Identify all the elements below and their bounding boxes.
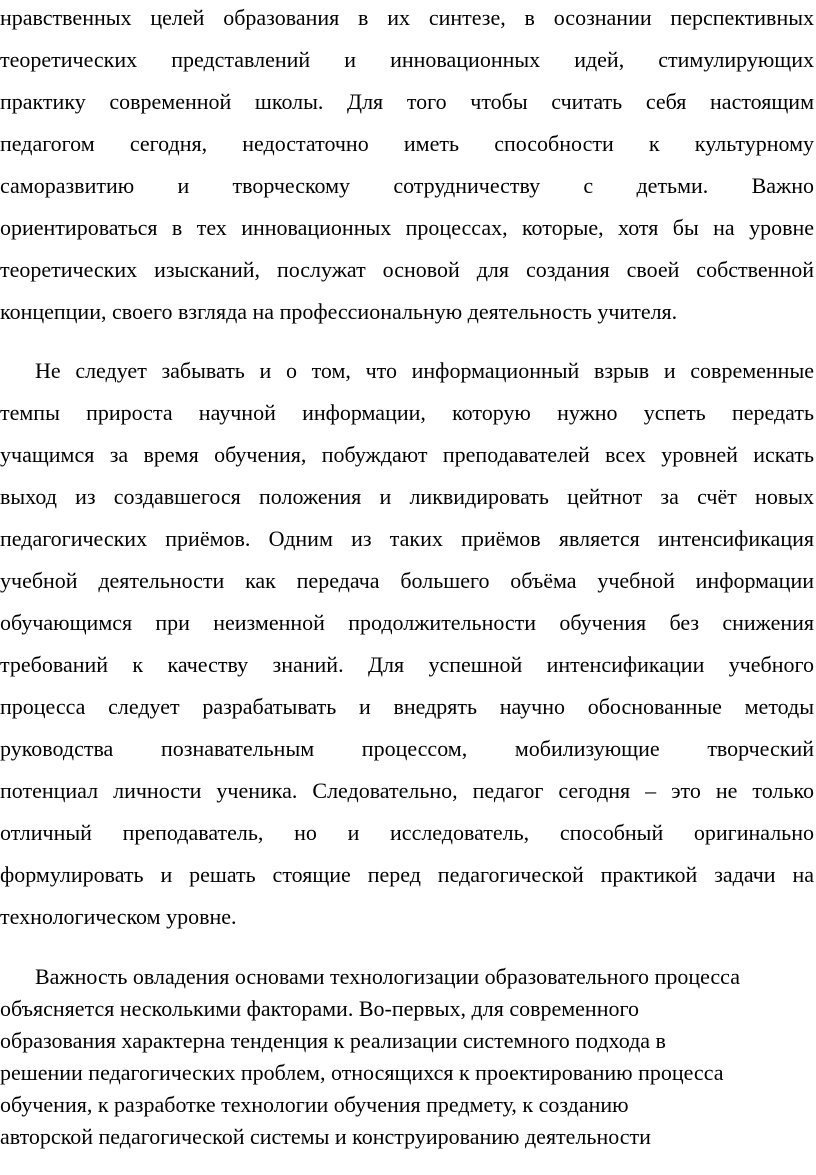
text-line: концепции, своего взгляда на профессиональную деятельность учителя. xyxy=(0,299,678,324)
text-line: отличный преподаватель, но и исследователь, способный оригинально xyxy=(0,820,814,845)
text-line: Важность овладения основами технологизации образовательного процесса xyxy=(35,964,740,989)
text-line: решении педагогических проблем, относящихся к проектированию процесса xyxy=(0,1060,724,1085)
text-line: ориентироваться в тех инновационных процессах, которые, хотя бы на уровне xyxy=(0,215,814,240)
text-line: требований к качеству знаний. Для успешной интенсификации учебного xyxy=(0,652,814,677)
text-line: саморазвитию и творческому сотрудничеству с детьми. Важно xyxy=(0,173,814,198)
text-line: практику современной школы. Для того чтобы считать себя настоящим xyxy=(0,89,814,114)
text-line: технологическом уровне. xyxy=(0,904,237,929)
text-line: выход из создавшегося положения и ликвидировать цейтнот за счёт новых xyxy=(0,484,814,509)
text-line: обучающимся при неизменной продолжительности обучения без снижения xyxy=(0,610,814,635)
text-line: учебной деятельности как передача большего объёма учебной информации xyxy=(0,568,814,593)
text-line: процесса следует разрабатывать и внедрять научно обоснованные методы xyxy=(0,694,814,719)
text-line: темпы прироста научной информации, которую нужно успеть передать xyxy=(0,400,814,425)
text-line: руководства познавательным процессом, мобилизующие творческий xyxy=(0,736,814,761)
text-line: образования характерна тенденция к реализации системного подхода в xyxy=(0,1028,666,1053)
text-line: теоретических представлений и инновационных идей, стимулирующих xyxy=(0,47,814,72)
text-line: педагогических приёмов. Одним из таких приёмов является интенсификация xyxy=(0,526,814,551)
text-line: потенциал личности ученика. Следовательно, педагог сегодня – это не только xyxy=(0,778,814,803)
text-line: нравственных целей образования в их синтезе, в осознании перспективных xyxy=(0,5,814,30)
text-line: Не следует забывать и о том, что информационный взрыв и современные xyxy=(35,358,814,383)
text-line: педагогом сегодня, недостаточно иметь способности к культурному xyxy=(0,131,814,156)
text-line: формулировать и решать стоящие перед педагогической практикой задачи на xyxy=(0,862,814,887)
text-line: обучения, к разработке технологии обучения предмету, к созданию xyxy=(0,1092,629,1117)
text-line: объясняется несколькими факторами. Во-первых, для современного xyxy=(0,996,639,1021)
text-line: авторской педагогической системы и конструированию деятельности xyxy=(0,1124,651,1149)
text-line: теоретических изысканий, послужат основой для создания своей собственной xyxy=(0,257,814,282)
text-line: учащимся за время обучения, побуждают преподавателей всех уровней искать xyxy=(0,442,814,467)
